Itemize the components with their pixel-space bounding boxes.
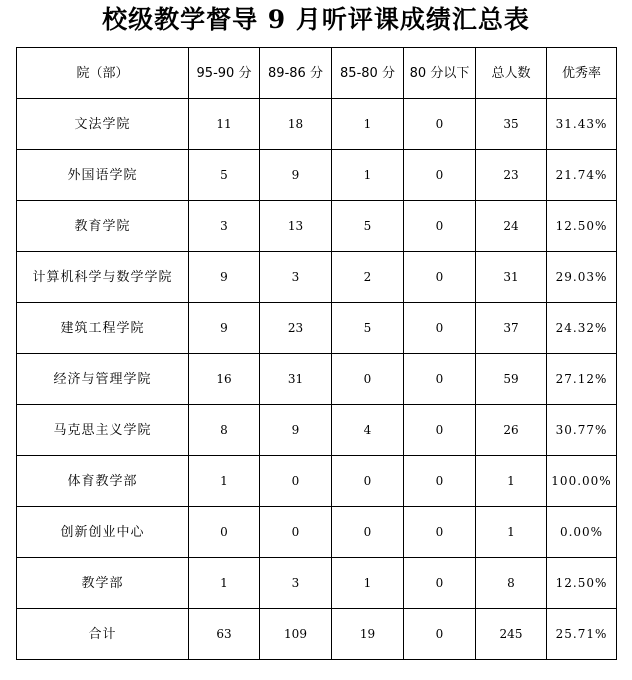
department-cell: 创新创业中心 bbox=[17, 507, 189, 558]
table-row bbox=[17, 405, 617, 456]
table-row bbox=[17, 303, 617, 354]
score-below-80-cell: 0 bbox=[404, 558, 476, 609]
score-89-86-cell: 3 bbox=[260, 558, 332, 609]
score-95-90-cell: 3 bbox=[189, 201, 260, 252]
column-header-score-85-80: 85-80 分 bbox=[332, 48, 404, 99]
score-89-86-cell: 31 bbox=[260, 354, 332, 405]
excellence-rate-cell: 24.32% bbox=[547, 303, 617, 354]
total-cell: 1 bbox=[476, 456, 547, 507]
column-header-excellence-rate: 优秀率 bbox=[547, 48, 617, 99]
table-row bbox=[17, 99, 617, 150]
excellence-rate-cell: 12.50% bbox=[547, 201, 617, 252]
department-cell: 建筑工程学院 bbox=[17, 303, 189, 354]
department-cell: 文法学院 bbox=[17, 99, 189, 150]
department-cell: 外国语学院 bbox=[17, 150, 189, 201]
excellence-rate-cell: 21.74% bbox=[547, 150, 617, 201]
table-row bbox=[17, 252, 617, 303]
excellence-rate-cell: 29.03% bbox=[547, 252, 617, 303]
score-85-80-cell: 1 bbox=[332, 150, 404, 201]
total-cell: 1 bbox=[476, 507, 547, 558]
department-cell: 合计 bbox=[17, 609, 189, 660]
score-89-86-cell: 0 bbox=[260, 507, 332, 558]
score-89-86-cell: 9 bbox=[260, 150, 332, 201]
score-below-80-cell: 0 bbox=[404, 456, 476, 507]
department-cell: 经济与管理学院 bbox=[17, 354, 189, 405]
score-95-90-cell: 1 bbox=[189, 456, 260, 507]
column-header-total: 总人数 bbox=[476, 48, 547, 99]
score-85-80-cell: 19 bbox=[332, 609, 404, 660]
score-85-80-cell: 1 bbox=[332, 558, 404, 609]
table-row bbox=[17, 150, 617, 201]
department-cell: 教育学院 bbox=[17, 201, 189, 252]
department-cell: 体育教学部 bbox=[17, 456, 189, 507]
score-85-80-cell: 5 bbox=[332, 201, 404, 252]
table-row bbox=[17, 507, 617, 558]
score-below-80-cell: 0 bbox=[404, 150, 476, 201]
excellence-rate-cell: 25.71% bbox=[547, 609, 617, 660]
department-cell: 计算机科学与数学学院 bbox=[17, 252, 189, 303]
score-89-86-cell: 3 bbox=[260, 252, 332, 303]
excellence-rate-cell: 31.43% bbox=[547, 99, 617, 150]
score-89-86-cell: 13 bbox=[260, 201, 332, 252]
score-below-80-cell: 0 bbox=[404, 609, 476, 660]
column-header-score-95-90: 95-90 分 bbox=[189, 48, 260, 99]
score-85-80-cell: 4 bbox=[332, 405, 404, 456]
excellence-rate-cell: 27.12% bbox=[547, 354, 617, 405]
excellence-rate-cell: 100.00% bbox=[547, 456, 617, 507]
score-89-86-cell: 18 bbox=[260, 99, 332, 150]
score-below-80-cell: 0 bbox=[404, 405, 476, 456]
score-below-80-cell: 0 bbox=[404, 303, 476, 354]
score-below-80-cell: 0 bbox=[404, 354, 476, 405]
score-85-80-cell: 0 bbox=[332, 354, 404, 405]
score-95-90-cell: 16 bbox=[189, 354, 260, 405]
excellence-rate-cell: 30.77% bbox=[547, 405, 617, 456]
score-89-86-cell: 109 bbox=[260, 609, 332, 660]
score-95-90-cell: 0 bbox=[189, 507, 260, 558]
total-cell: 59 bbox=[476, 354, 547, 405]
table-body bbox=[17, 99, 617, 660]
score-below-80-cell: 0 bbox=[404, 507, 476, 558]
total-cell: 245 bbox=[476, 609, 547, 660]
score-85-80-cell: 2 bbox=[332, 252, 404, 303]
total-cell: 37 bbox=[476, 303, 547, 354]
score-95-90-cell: 9 bbox=[189, 303, 260, 354]
excellence-rate-cell: 12.50% bbox=[547, 558, 617, 609]
score-95-90-cell: 5 bbox=[189, 150, 260, 201]
score-95-90-cell: 9 bbox=[189, 252, 260, 303]
page-title: 校级教学督导 9 月听评课成绩汇总表 bbox=[102, 5, 530, 34]
department-cell: 马克思主义学院 bbox=[17, 405, 189, 456]
column-header-score-below-80: 80 分以下 bbox=[404, 48, 476, 99]
score-89-86-cell: 9 bbox=[260, 405, 332, 456]
table-row bbox=[17, 558, 617, 609]
table-row bbox=[17, 456, 617, 507]
score-95-90-cell: 11 bbox=[189, 99, 260, 150]
table-row bbox=[17, 354, 617, 405]
score-85-80-cell: 0 bbox=[332, 507, 404, 558]
total-cell: 23 bbox=[476, 150, 547, 201]
excellence-rate-cell: 0.00% bbox=[547, 507, 617, 558]
table-header-row bbox=[17, 48, 617, 99]
column-header-department: 院（部） bbox=[17, 48, 189, 99]
total-cell: 26 bbox=[476, 405, 547, 456]
total-cell: 24 bbox=[476, 201, 547, 252]
score-85-80-cell: 0 bbox=[332, 456, 404, 507]
score-95-90-cell: 8 bbox=[189, 405, 260, 456]
score-95-90-cell: 1 bbox=[189, 558, 260, 609]
score-below-80-cell: 0 bbox=[404, 252, 476, 303]
summary-table bbox=[16, 47, 617, 660]
score-below-80-cell: 0 bbox=[404, 99, 476, 150]
department-cell: 教学部 bbox=[17, 558, 189, 609]
score-below-80-cell: 0 bbox=[404, 201, 476, 252]
total-cell: 31 bbox=[476, 252, 547, 303]
table-row bbox=[17, 201, 617, 252]
column-header-score-89-86: 89-86 分 bbox=[260, 48, 332, 99]
score-85-80-cell: 1 bbox=[332, 99, 404, 150]
score-85-80-cell: 5 bbox=[332, 303, 404, 354]
score-95-90-cell: 63 bbox=[189, 609, 260, 660]
total-cell: 8 bbox=[476, 558, 547, 609]
score-89-86-cell: 0 bbox=[260, 456, 332, 507]
total-cell: 35 bbox=[476, 99, 547, 150]
table-total-row bbox=[17, 609, 617, 660]
score-89-86-cell: 23 bbox=[260, 303, 332, 354]
